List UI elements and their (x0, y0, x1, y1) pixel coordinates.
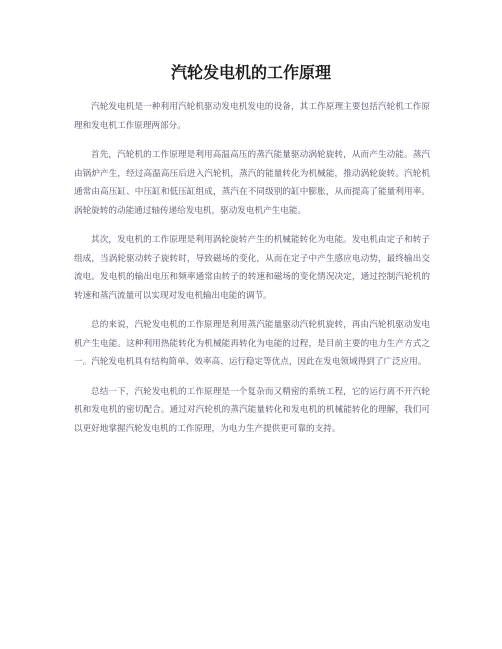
paragraph-intro: 汽轮发电机是一种利用汽轮机驱动发电机发电的设备，其工作原理主要包括汽轮机工作原理和发电机工作原理两部分。 (74, 102, 430, 131)
paragraph-generator: 其次，发电机的工作原理是利用涡轮旋转产生的机械能转化为电能。发电机由定子和转子组成，当涡轮驱动转子旋转时，导致磁场的变化，从而在定子中产生感应电动势，最终输出交流电。发电机的输出电压和频率通常由转子的转速和磁场的变化情况决定，通过控制汽轮机的转速和蒸汽流量可以实现对发电机输出电能的调节。 (74, 235, 430, 301)
paragraph-summary: 总结一下，汽轮发电机的工作原理是一个复杂而又精密的系统工程，它的运行离不开汽轮机和发电机的密切配合。通过对汽轮机的蒸汽能量转化和发电机的机械能转化的理解，我们可以更好地掌握汽轮发电机的工作原理，为电力生产提供更可靠的支持。 (74, 386, 430, 434)
paragraph-overview: 总的来说，汽轮发电机的工作原理是利用蒸汽能量驱动汽轮机旋转，再由汽轮机驱动发电机产生电能。这种利用热能转化为机械能再转化为电能的过程，是目前主要的电力生产方式之一。汽轮发电机具有结构简单、效率高、运行稳定等优点，因此在发电领域得到了广泛应用。 (74, 320, 430, 367)
document-title: 汽轮发电机的工作原理 (170, 63, 331, 82)
paragraph-turbine: 首先，汽轮机的工作原理是利用高温高压的蒸汽能量驱动涡轮旋转，从而产生动能。蒸汽由锅炉产生，经过高温高压后进入汽轮机，蒸汽的能量转化为机械能，推动涡轮旋转。汽轮机通常由高压缸、中压缸和低压缸组成，蒸汽在不同级别的缸中膨胀，从而提高了能量利用率。涡轮旋转的动能通过轴传递给发电机，驱动发电机产生电能。 (74, 150, 430, 216)
document-body (74, 98, 430, 449)
